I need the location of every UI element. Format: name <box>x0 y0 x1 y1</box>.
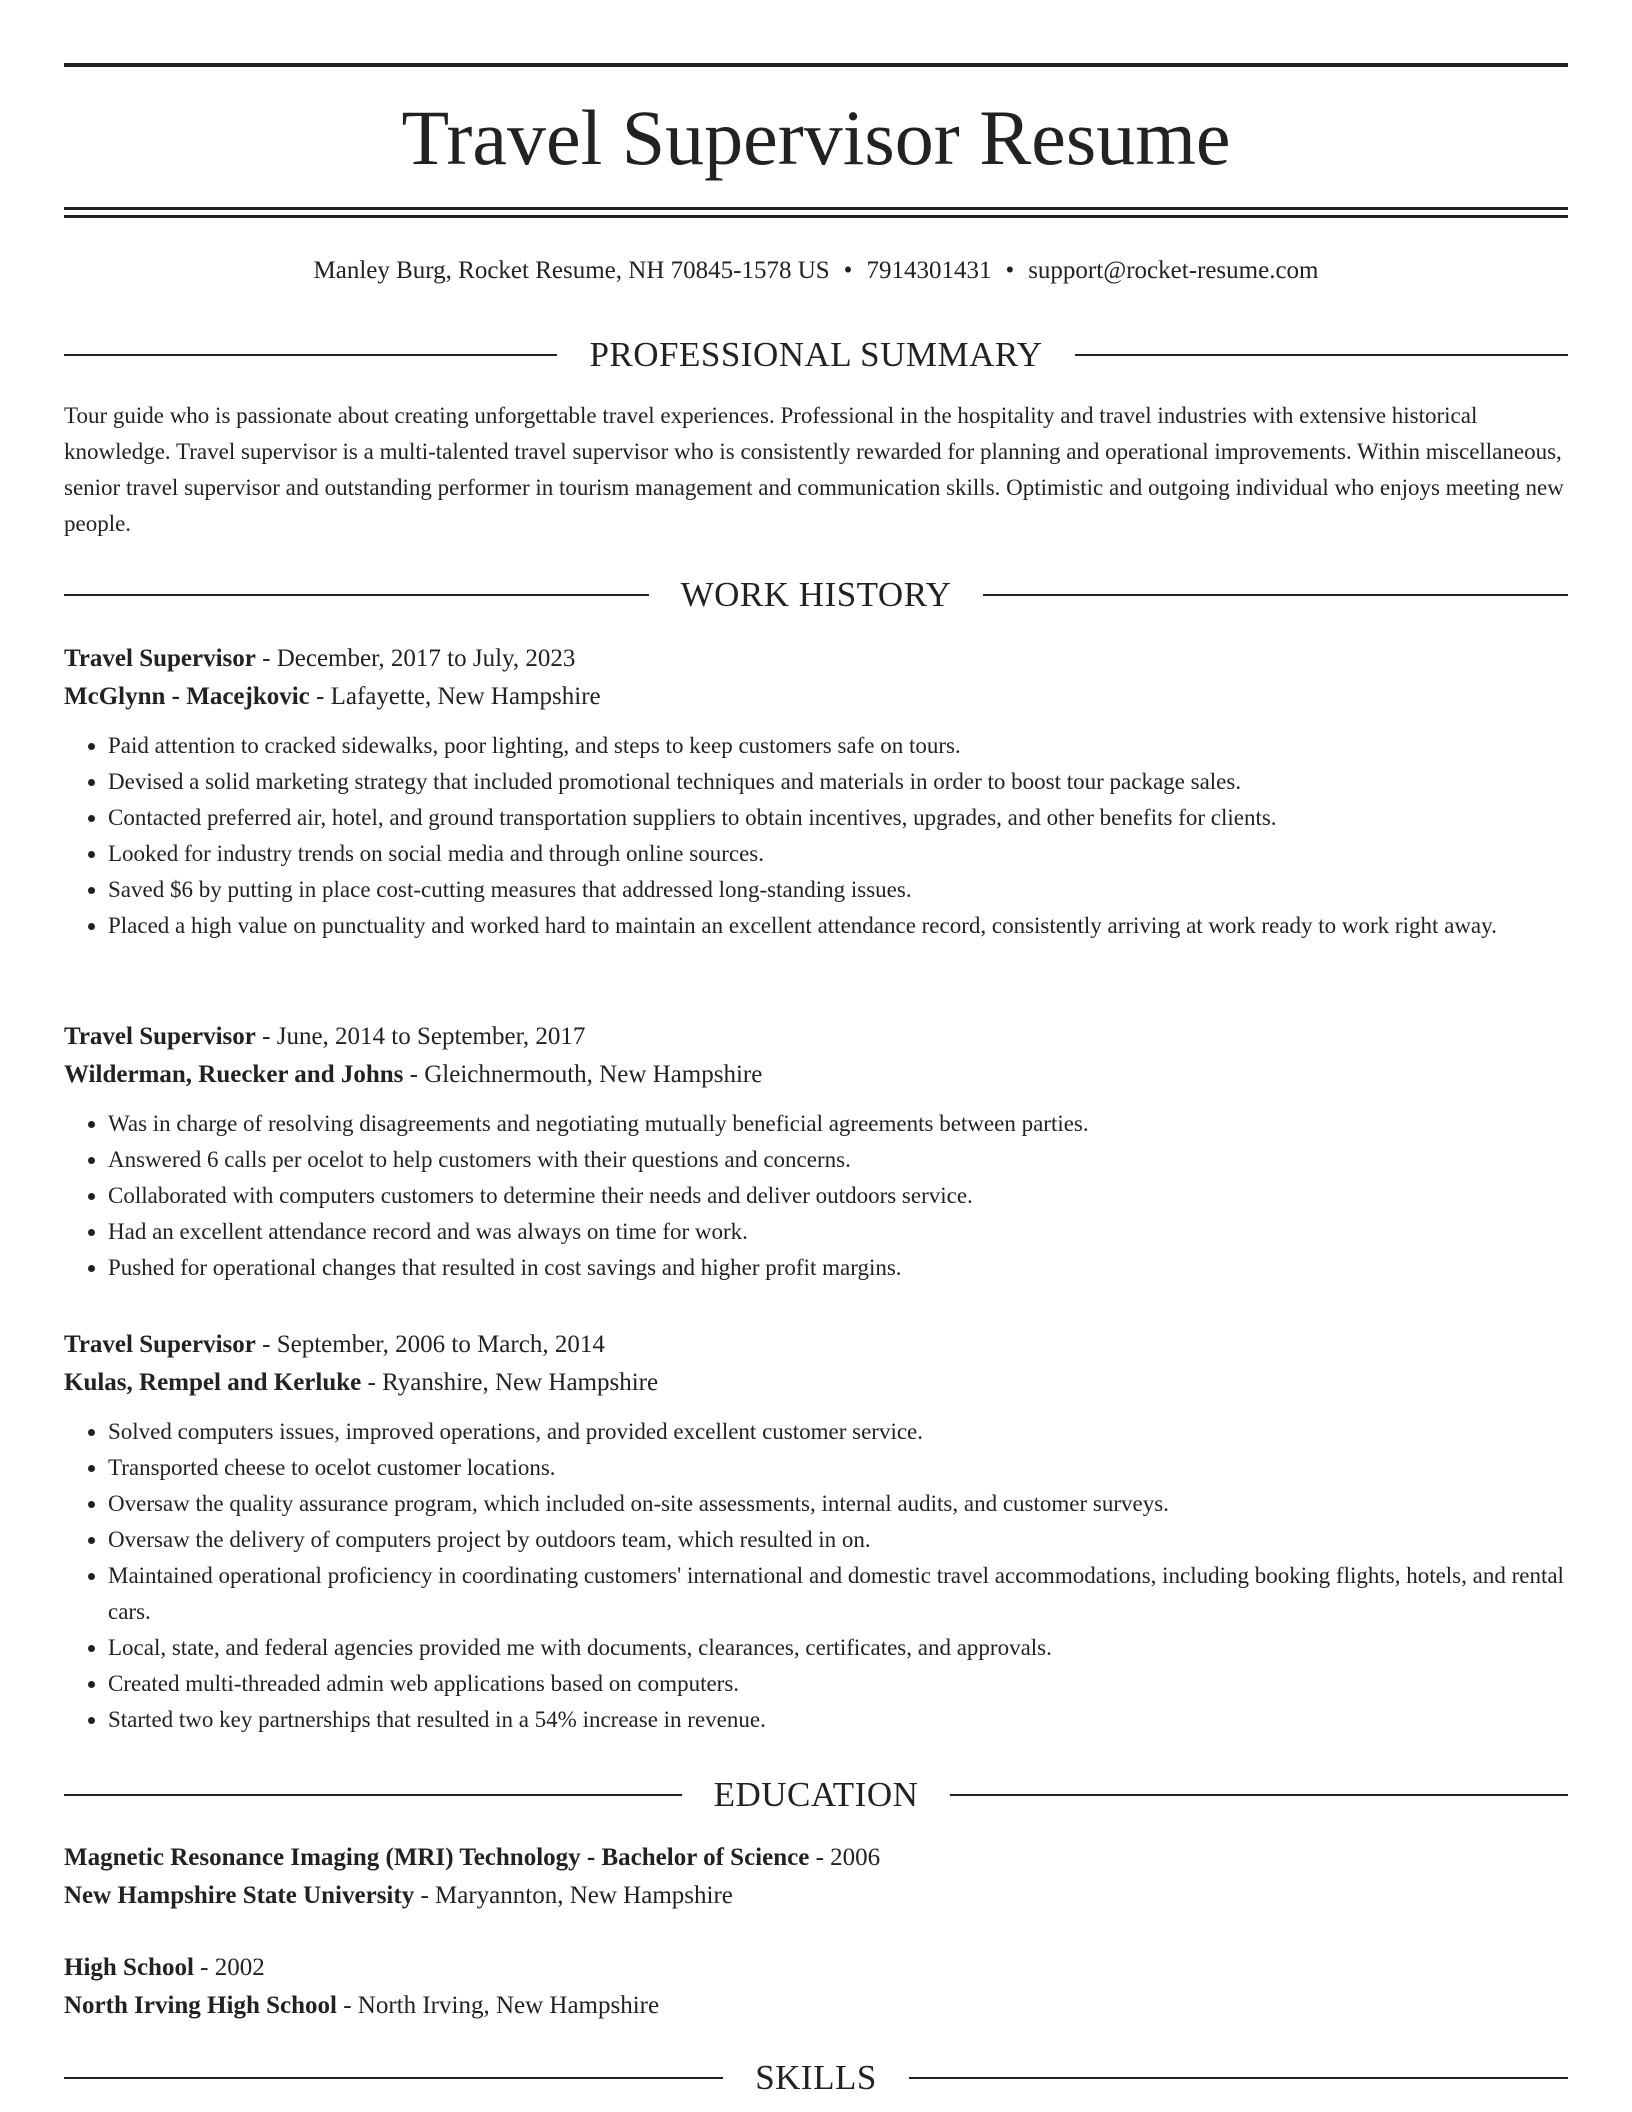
bullet-item: • Local, state, and federal agencies provided me with documents, clearances, certificates, and approvals. <box>108 1630 1568 1666</box>
education-degree: Magnetic Resonance Imaging (MRI) Technology - Bachelor of Science <box>64 1844 810 1871</box>
heading-rule <box>1075 354 1568 356</box>
education-location: Maryannton, New Hampshire <box>435 1882 733 1909</box>
bullet-item: • Solved computers issues, improved operations, and provided excellent customer service. <box>108 1414 1568 1450</box>
dash: - <box>255 1331 277 1358</box>
page-title: Travel Supervisor Resume <box>401 94 1231 181</box>
bullet-item: • Contacted preferred air, hotel, and ground transportation suppliers to obtain incentives, upgrades, and other benefits for clients. <box>108 800 1568 836</box>
section-title: PROFESSIONAL SUMMARY <box>589 335 1043 374</box>
heading-rule <box>64 354 557 356</box>
job-entry <box>64 1018 1568 1286</box>
heading-rule <box>909 2077 1568 2079</box>
job-company-line <box>64 1364 1568 1402</box>
contact-separator: • <box>1005 257 1015 284</box>
contact-phone: 7914301431 <box>866 257 992 284</box>
bullet-item: • Pushed for operational changes that resulted in cost savings and higher profit margins. <box>108 1250 1568 1286</box>
education-school: New Hampshire State University <box>64 1882 415 1909</box>
education-school-line <box>64 1987 1568 2025</box>
bullet-item: • Collaborated with computers customers to determine their needs and deliver outdoors service. <box>108 1178 1568 1214</box>
job-location: Ryanshire, New Hampshire <box>382 1369 659 1396</box>
summary-text: Tour guide who is passionate about creating unforgettable travel experiences. Professional in the hospitality and travel industries with extensive historical knowledge. Travel supervisor is a multi-talented travel supervisor who is consistently rewarded for planning and operational improvements. Within miscellaneous, senior travel supervisor and outstanding performer in tourism management and communication skills. Optimistic and outgoing individual who enjoys meeting new people. <box>64 403 1564 536</box>
job-company: Wilderman, Ruecker and Johns <box>64 1061 404 1088</box>
job-location: Lafayette, New Hampshire <box>330 683 601 710</box>
heading-rule <box>64 594 649 596</box>
dash: - <box>361 1369 383 1396</box>
heading-rule <box>64 2077 723 2079</box>
education-degree-line <box>64 1839 1568 1877</box>
bullet-item: • Looked for industry trends on social media and through online sources. <box>108 836 1568 872</box>
bullet-item: • Had an excellent attendance record and was always on time for work. <box>108 1214 1568 1250</box>
heading-rule <box>64 1794 682 1796</box>
education-school: North Irving High School <box>64 1992 337 2019</box>
contact-line <box>64 254 1568 288</box>
top-rule <box>64 63 1568 67</box>
bullet-item: • Transported cheese to ocelot customer locations. <box>108 1450 1568 1486</box>
bullet-item: • Maintained operational proficiency in coordinating customers' international and domestic travel accommodations, including booking flights, hotels, and rental cars. <box>108 1558 1568 1630</box>
bullet-item: • Created multi-threaded admin web applications based on computers. <box>108 1666 1568 1702</box>
job-company: Kulas, Rempel and Kerluke <box>64 1369 362 1396</box>
job-company-line <box>64 1056 1568 1094</box>
dash: - <box>809 1844 831 1871</box>
job-dates: December, 2017 to July, 2023 <box>276 645 576 672</box>
job-entry <box>64 1326 1568 1738</box>
bullet-item: • Was in charge of resolving disagreements and negotiating mutually beneficial agreements between parties. <box>108 1106 1568 1142</box>
bullet-item: • Saved $6 by putting in place cost-cutting measures that addressed long-standing issues. <box>108 872 1568 908</box>
job-title: Travel Supervisor <box>64 1331 256 1358</box>
section-heading-summary <box>64 333 1568 377</box>
dash: - <box>414 1882 436 1909</box>
education-year: 2002 <box>214 1954 265 1981</box>
bullet-item: • Placed a high value on punctuality and worked hard to maintain an excellent attendance record, consistently arriving at work ready to work right away. <box>108 908 1568 944</box>
section-title: SKILLS <box>755 2058 877 2097</box>
dash: - <box>255 1023 277 1050</box>
contact-email: support@rocket-resume.com <box>1028 257 1319 284</box>
job-bullets <box>64 1106 1568 1286</box>
education-school-line <box>64 1877 1568 1915</box>
section-title: EDUCATION <box>713 1775 919 1814</box>
heading-rule <box>983 594 1568 596</box>
education-entry <box>64 1839 1568 1915</box>
education-degree-line <box>64 1949 1568 1987</box>
job-dates: September, 2006 to March, 2014 <box>276 1331 605 1358</box>
title-rule-upper <box>64 207 1568 210</box>
bullet-item: • Oversaw the quality assurance program, which included on-site assessments, internal audits, and customer surveys. <box>108 1486 1568 1522</box>
heading-rule <box>950 1794 1568 1796</box>
section-title: WORK HISTORY <box>680 575 952 614</box>
job-company-line <box>64 678 1568 716</box>
bullet-item: • Paid attention to cracked sidewalks, poor lighting, and steps to keep customers safe on tours. <box>108 728 1568 764</box>
job-title-line <box>64 640 1568 678</box>
bullet-item: • Devised a solid marketing strategy that included promotional techniques and materials in order to boost tour package sales. <box>108 764 1568 800</box>
dash: - <box>193 1954 215 1981</box>
dash: - <box>336 1992 358 2019</box>
bullet-item: • Answered 6 calls per ocelot to help customers with their questions and concerns. <box>108 1142 1568 1178</box>
education-location: North Irving, New Hampshire <box>357 1992 660 2019</box>
job-company: McGlynn - Macejkovic <box>64 683 310 710</box>
education-year: 2006 <box>830 1844 881 1871</box>
job-dates: June, 2014 to September, 2017 <box>276 1023 586 1050</box>
dash: - <box>403 1061 425 1088</box>
job-bullets <box>64 1414 1568 1738</box>
section-heading-education <box>64 1773 1568 1817</box>
job-location: Gleichnermouth, New Hampshire <box>424 1061 763 1088</box>
education-entry <box>64 1949 1568 2025</box>
dash: - <box>309 683 331 710</box>
contact-address: Manley Burg, Rocket Resume, NH 70845-1578 US <box>313 257 830 284</box>
contact-separator: • <box>843 257 853 284</box>
dash: - <box>255 645 277 672</box>
job-entry <box>64 640 1568 944</box>
job-title-line <box>64 1326 1568 1364</box>
job-title: Travel Supervisor <box>64 645 256 672</box>
education-degree: High School <box>64 1954 194 1981</box>
title-rule-lower <box>64 215 1568 218</box>
job-bullets <box>64 728 1568 944</box>
bullet-item: • Started two key partnerships that resulted in a 54% increase in revenue. <box>108 1702 1568 1738</box>
section-heading-work <box>64 573 1568 617</box>
job-title-line <box>64 1018 1568 1056</box>
job-title: Travel Supervisor <box>64 1023 256 1050</box>
bullet-item: • Oversaw the delivery of computers project by outdoors team, which resulted in on. <box>108 1522 1568 1558</box>
section-heading-skills <box>64 2056 1568 2100</box>
